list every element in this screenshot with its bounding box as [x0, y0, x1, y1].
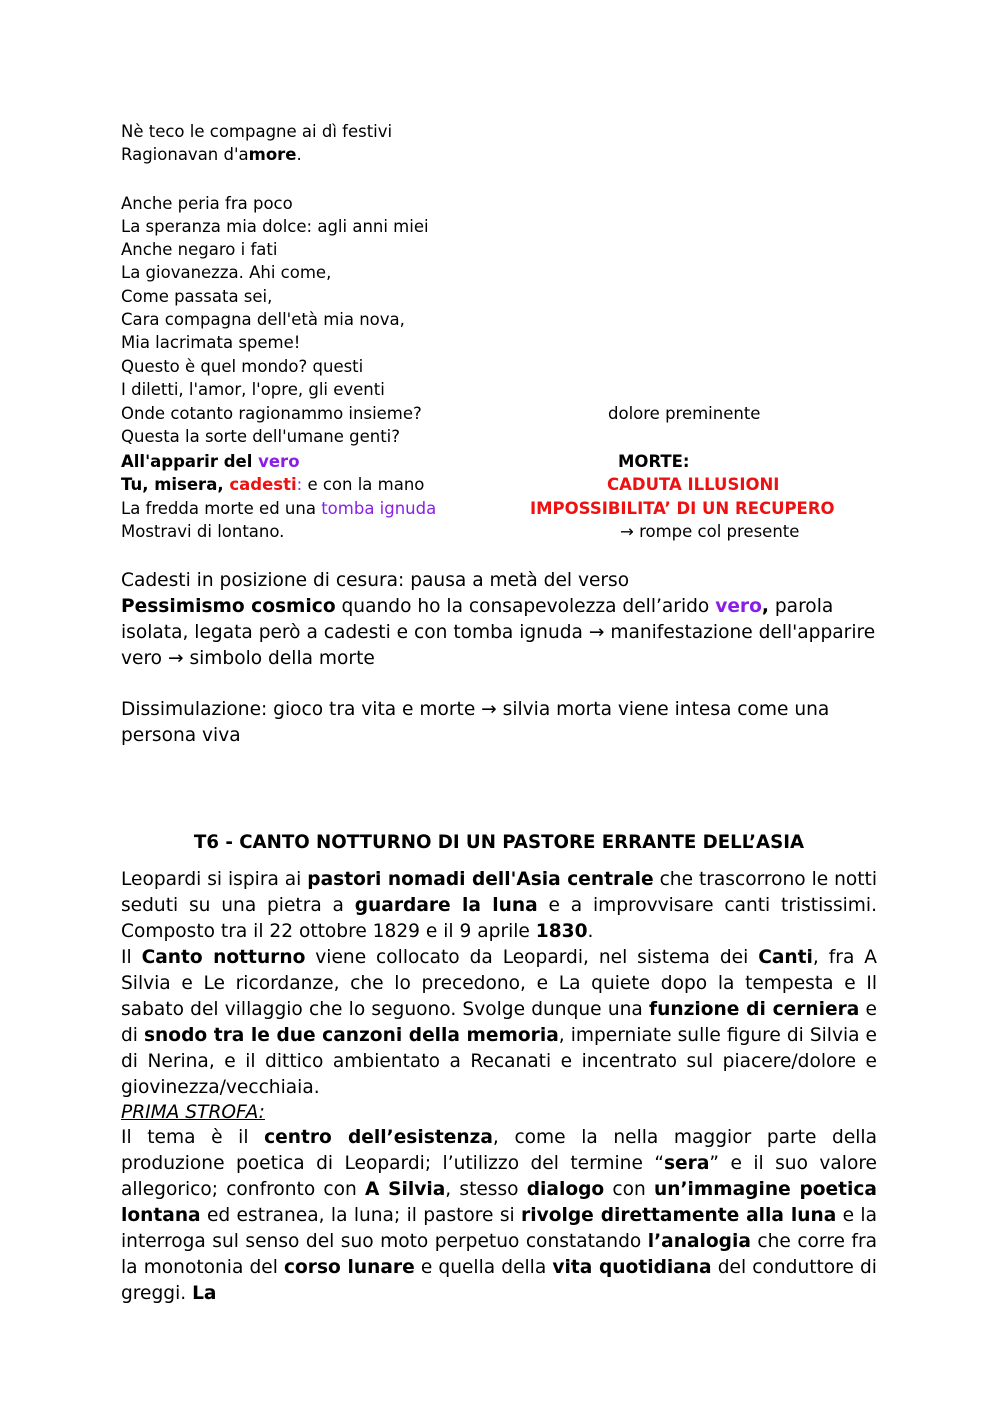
note-rompe: → rompe col presente	[620, 522, 800, 541]
verse-line: Anche negaro i fati	[121, 240, 278, 259]
verse-line: Mostravi di lontano.	[121, 522, 285, 541]
verse-line: Questa la sorte dell'umane genti?	[121, 427, 401, 446]
verse-line: Come passata sei,	[121, 287, 273, 306]
verse-line: Questo è quel mondo? questi	[121, 357, 364, 376]
verse-line: La giovanezza. Ahi come,	[121, 263, 332, 282]
verse-line: All'apparir del vero	[121, 452, 300, 471]
note-dolore: dolore preminente	[608, 404, 761, 423]
section-paragraph-collocazione: Il Canto notturno viene collocato da Leopardi, nel sistema dei Canti, fra A Silvia e Le ricordanze, che lo precedono, e La quiete dopo la tempesta e Il sabato del villaggio che lo seguono. Svolge dunque una funzione di cerniera e di snodo tra le due canzoni della memoria, imperniate sulle figure di Silvia e di Nerina, e il dittico ambientato a Recanati e incentrato sul piacere/dolore e giovinezza/vecchiaia.	[121, 947, 877, 1098]
verse-line: Anche peria fra poco	[121, 194, 293, 213]
verse-line: Onde cotanto ragionammo insieme?	[121, 404, 422, 423]
section-paragraph-intro: Leopardi si ispira ai pastori nomadi dell'Asia centrale che trascorrono le notti seduti su una pietra a guardare la luna e a improvvisare canti tristissimi. Composto tra il 22 ottobre 1829 e il 9 aprile 1830.	[121, 869, 878, 942]
verse-line: La fredda morte ed una tomba ignuda	[121, 499, 437, 518]
subheading-prima-strofa: PRIMA STROFA:	[121, 1102, 265, 1123]
verse-line: La speranza mia dolce: agli anni miei	[121, 217, 429, 236]
section-title: T6 - CANTO NOTTURNO DI UN PASTORE ERRANTE DELL’ASIA	[193, 832, 805, 853]
note-caduta-illusioni: CADUTA ILLUSIONI	[607, 475, 780, 494]
verse-line: Tu, misera, cadesti: e con la mano	[121, 475, 425, 494]
verse-line: Nè teco le compagne ai dì festivi	[121, 122, 393, 141]
note-morte: MORTE:	[618, 452, 690, 471]
analysis-pessimismo: Pessimismo cosmico quando ho la consapevolezza dell’arido vero, parola isolata, legata però a cadesti e con tomba ignuda → manifestazione dell'apparire vero → simbolo della morte	[121, 596, 876, 669]
section-paragraph-prima-strofa: Il tema è il centro dell’esistenza, come la nella maggior parte della produzione poetica di Leopardi; l’utilizzo del termine “sera” e il suo valore allegorico; confronto con A Silvia, stesso dialogo con un’immagine poetica lontana ed estranea, la luna; il pastore si rivolge direttamente alla luna e la interroga sul senso del suo moto perpetuo constatando l’analogia che corre fra la monotonia del corso lunare e quella della vita quotidiana del conduttore di greggi. La	[121, 1127, 878, 1304]
verse-line: Ragionavan d'amore.	[121, 145, 302, 164]
verse-line: Mia lacrimata speme!	[121, 333, 301, 352]
verse-line: Cara compagna dell'età mia nova,	[121, 310, 405, 329]
note-impossibilita: IMPOSSIBILITA’ DI UN RECUPERO	[530, 499, 835, 518]
analysis-cesura: Cadesti in posizione di cesura: pausa a metà del verso	[121, 570, 630, 591]
analysis-dissimulazione: Dissimulazione: gioco tra vita e morte → silvia morta viene intesa come una persona viva	[121, 699, 830, 746]
verse-line: I diletti, l'amor, l'opre, gli eventi	[121, 380, 385, 399]
